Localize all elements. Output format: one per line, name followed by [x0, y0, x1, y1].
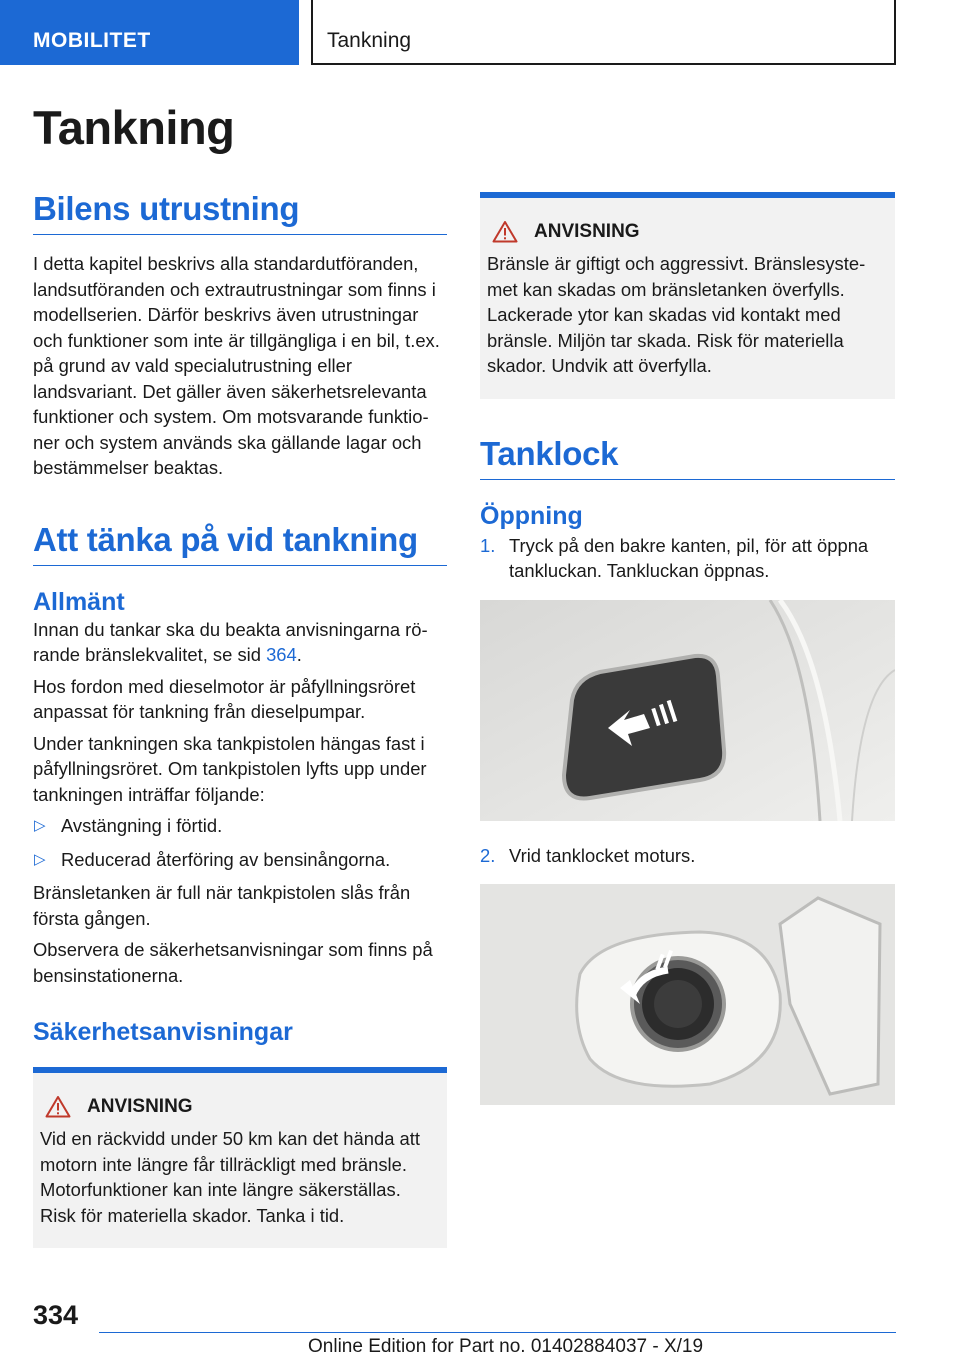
- footer-divider: [99, 1332, 896, 1333]
- triangle-bullet-icon: ▷: [34, 817, 46, 834]
- footer-edition: Online Edition for Part no. 01402884037 - X/19: [308, 1336, 704, 1357]
- opening-steps: [480, 533, 895, 584]
- page-link-364[interactable]: 364: [266, 644, 297, 665]
- fuel-flap-photo: [480, 600, 895, 821]
- step-number: 1.: [480, 534, 496, 556]
- right-column: [480, 192, 895, 1105]
- list-item: 1. Tryck på den bakre kanten, pil, för att öppna tankluckan. Tankluckan öppnas.: [480, 534, 869, 581]
- opening-heading: Öppning: [480, 501, 583, 530]
- warning-triangle-icon: [492, 220, 518, 243]
- list-item: 2. Vrid tanklocket moturs.: [480, 843, 895, 869]
- general-paragraph-full-tank: Bränsletanken är full när tankpistolen slås från första gången.: [33, 882, 411, 929]
- warning-title: ANVISNING: [534, 220, 640, 242]
- list-item: ▷ Reducerad återföring av bensinångorna.: [33, 847, 447, 873]
- warning-box-range: [33, 1067, 447, 1248]
- triangle-bullet-icon: ▷: [34, 850, 46, 868]
- warning-text: Vid en räckvidd under 50 km kan det hända att motorn inte längre får tillräckligt med bränsle. Motorfunktioner kan inte längre säkerställas. Risk för materiella skador. Tanka i tid.: [40, 1128, 420, 1226]
- safety-heading: Säkerhetsanvisningar: [33, 1018, 293, 1046]
- page-number: 334: [33, 1300, 79, 1330]
- general-heading: Allmänt: [33, 587, 125, 616]
- equipment-text: I detta kapitel beskrivs alla standardutföranden, landsutföranden och extrautrustningar som finns i modellserien. Därför beskrivs även utrustningar och funktioner som inte är tillgängliga i en bil, t.ex. på grund av vald specialutrustning eller landsvariant. Det gäller även säkerhetsrelevanta funktioner och system. Om motsvarande funktioner och system används ska gällande lagar och bestämmelser beaktas.: [33, 253, 440, 478]
- general-paragraph-diesel: Hos fordon med dieselmotor är påfyllningsröret anpassat för tankning från dieselpumpar.: [33, 675, 416, 722]
- consequence-list: [33, 813, 447, 872]
- tank-cap-photo: [480, 884, 895, 1105]
- general-paragraph-nozzle: Under tankningen ska tankpistolen hängas fast i påfyllningsröret. Om tankpistolen lyfts upp under tankningen inträffar följande:: [33, 732, 427, 805]
- page-title: Tankning: [33, 101, 235, 154]
- general-paragraph-fuel-quality: Innan du tankar ska du beakta anvisningarna rörande bränslekvalitet, se sid 364.: [33, 618, 428, 665]
- general-paragraph-station-safety: Observera de säkerhetsanvisningar som finns på bensinstationerna.: [33, 939, 433, 986]
- warning-header: [487, 220, 888, 243]
- refuel-heading: Att tänka på vid tankning: [33, 521, 447, 566]
- step-number: 2.: [480, 844, 496, 866]
- warning-triangle-icon: [45, 1095, 71, 1118]
- chapter-tab: Tankning: [311, 0, 896, 65]
- tankcap-heading: Tanklock: [480, 435, 895, 480]
- fuel-flap-illustration: [480, 600, 895, 821]
- equipment-heading: Bilens utrustning: [33, 190, 447, 235]
- warning-header: [40, 1095, 440, 1118]
- opening-steps-continued: [480, 843, 895, 869]
- warning-box-fuel-toxic: [480, 192, 895, 399]
- tank-cap-illustration: [480, 884, 895, 1105]
- left-column: [33, 190, 447, 1248]
- section-tab: MOBILITET: [0, 0, 299, 65]
- warning-title: ANVISNING: [87, 1095, 193, 1117]
- list-item: ▷ Avstängning i förtid.: [33, 813, 447, 839]
- warning-text: Bränsle är giftigt och aggressivt. Bränslesystemet kan skadas om bränsletanken överfylls. Lackerade ytor kan skadas vid kontakt med bränsle. Miljön tar skada. Risk för materiella skador. Undvik att överfylla.: [487, 253, 866, 376]
